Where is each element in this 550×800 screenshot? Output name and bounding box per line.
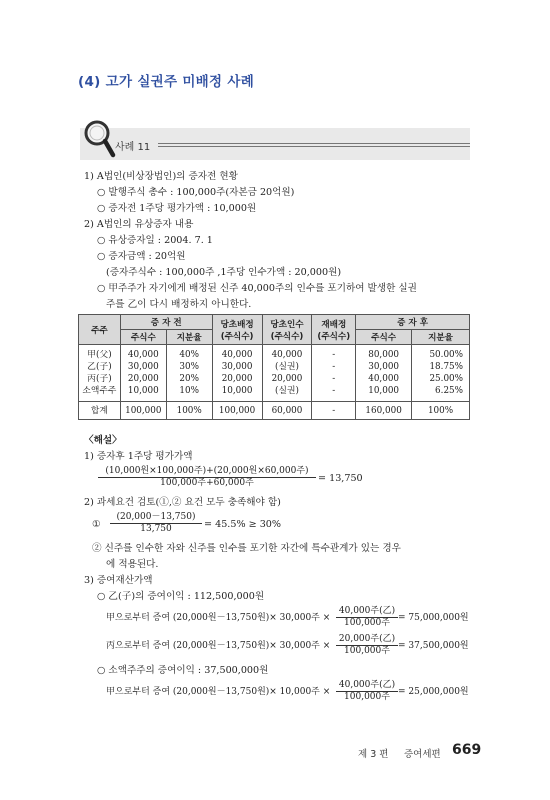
table-cell: 甲(父) [79, 345, 121, 362]
header-after: 증 자 후 [356, 315, 470, 330]
header-acq: 당초인수 (주식수) [262, 315, 312, 345]
table-cell: 100,000 [212, 402, 262, 420]
gift-line-2-prefix: 丙으로부터 증여 (20,000원－13,750원)× 30,000주 × [106, 641, 331, 651]
table-cell: 10,000 [212, 385, 262, 402]
table-cell: 80,000 [356, 345, 412, 362]
case-label: 사례 11 [115, 142, 151, 153]
page-number: 669 [452, 742, 482, 758]
table-cell: 30,000 [356, 361, 412, 373]
table-row [79, 385, 470, 402]
formula-denominator: 13,750 [140, 524, 172, 534]
table-cell: 합계 [79, 402, 121, 420]
explain-step-1: 1) 증자후 1주당 평가가액 [84, 451, 193, 462]
table-cell: 30% [166, 361, 212, 373]
intro-line-4: 2) A법인의 유상증자 내용 [84, 219, 194, 230]
magnifier-icon [82, 118, 116, 160]
table-cell: 25.00% [412, 373, 470, 385]
intro-line-2: ○ 발행주식 총수 : 100,000주(자본금 20억원) [97, 187, 295, 198]
table-cell: (실권) [262, 385, 312, 402]
table-cell: 50.00% [412, 345, 470, 362]
formula-result: = 13,750 [318, 473, 363, 484]
formula-numerator: (10,000원×100,000주)+(20,000원×60,000주) [98, 466, 316, 478]
table-cell: 20% [166, 373, 212, 385]
formula-numerator: (20,000－13,750) [110, 512, 202, 524]
header-shares-after: 주식수 [356, 330, 412, 345]
table-cell: 6.25% [412, 385, 470, 402]
table-cell: 40,000 [262, 345, 312, 362]
header-shares-before: 주식수 [120, 330, 166, 345]
table-cell: 160,000 [356, 402, 412, 420]
table-cell: - [312, 402, 356, 420]
table-cell: 40% [166, 345, 212, 362]
table-total-row [79, 402, 470, 420]
table-cell: 18.75% [412, 361, 470, 373]
table-cell: 20,000 [120, 373, 166, 385]
explain-step-3: 3) 증여재산가액 [84, 575, 153, 586]
table-cell: 20,000 [212, 373, 262, 385]
table-row [79, 345, 470, 362]
gift-line-1-result: = 75,000,000원 [398, 613, 469, 623]
table-cell: 30,000 [212, 361, 262, 373]
header-before: 증 자 전 [120, 315, 212, 330]
table-cell: - [312, 385, 356, 402]
intro-line-6: ○ 증자금액 : 20억원 [97, 251, 186, 262]
table-cell: - [312, 373, 356, 385]
table-cell: 10% [166, 385, 212, 402]
table-cell: - [312, 345, 356, 362]
header-alloc: 당초배정 (주식수) [212, 315, 262, 345]
table-cell: 100% [412, 402, 470, 420]
table-cell: 丙(子) [79, 373, 121, 385]
gift-line-3-prefix: 甲으로부터 증여 (20,000원－13,750원)× 10,000주 × [106, 687, 331, 697]
condition-2-cont: 에 적용된다. [106, 559, 159, 570]
gift-line-1-fraction [336, 606, 398, 629]
table-row [79, 373, 470, 385]
table-cell: 40,000 [212, 345, 262, 362]
formula-post-issue-value [98, 466, 316, 489]
header-ratio-after: 지분율 [412, 330, 470, 345]
section-title: (4) 고가 실권주 미배정 사례 [78, 74, 255, 90]
header-holder: 주주 [79, 315, 121, 345]
explain-step-2: 2) 과세요건 검토(①,② 요건 모두 충족해야 함) [84, 497, 281, 508]
table-cell: 乙(子) [79, 361, 121, 373]
gift-line-3-fraction [336, 680, 398, 703]
table-cell: 20,000 [262, 373, 312, 385]
header-realloc: 재배정 (주식수) [312, 315, 356, 345]
formula-numerator: 40,000주(乙) [336, 606, 398, 618]
table-cell: - [312, 361, 356, 373]
table-row [79, 361, 470, 373]
explain-heading: 〈해설〉 [84, 435, 122, 446]
formula-denominator: 100,000주 [344, 618, 390, 628]
gift-line-1-prefix: 甲으로부터 증여 (20,000원－13,750원)× 30,000주 × [106, 613, 331, 623]
intro-line-9: 주를 乙이 다시 배정하지 아니한다. [106, 299, 252, 310]
formula-ratio [110, 512, 202, 535]
formula-numerator: 20,000주(乙) [336, 634, 398, 646]
table-cell: 100% [166, 402, 212, 420]
shareholding-table [78, 314, 470, 420]
formula-denominator: 100,000주+60,000주 [160, 478, 254, 488]
table-cell: (실권) [262, 361, 312, 373]
table-cell: 소액주주 [79, 385, 121, 402]
gift-profit-eul: ○ 乙(子)의 증여이익 : 112,500,000원 [97, 591, 265, 602]
intro-line-1: 1) A법인(비상장법인)의 증자전 현황 [84, 171, 238, 182]
case-rule-top [158, 143, 470, 144]
gift-line-2-fraction [336, 634, 398, 657]
formula-denominator: 100,000주 [344, 692, 390, 702]
intro-line-8: ○ 甲주주가 자기에게 배정된 신주 40,000주의 인수를 포기하여 발생한 실권 [97, 283, 417, 294]
formula-ratio-result: = 45.5% ≥ 30% [204, 519, 282, 530]
intro-line-3: ○ 증자전 1주당 평가가액 : 10,000원 [97, 203, 257, 214]
table-cell: 30,000 [120, 361, 166, 373]
formula-numerator: 40,000주(乙) [336, 680, 398, 692]
intro-line-7: (증자주식수 : 100,000주 ,1주당 인수가액 : 20,000원) [106, 267, 342, 278]
table-cell: 10,000 [120, 385, 166, 402]
table-cell: 100,000 [120, 402, 166, 420]
header-ratio-before: 지분율 [166, 330, 212, 345]
gift-profit-minority: ○ 소액주주의 증여이익 : 37,500,000원 [97, 665, 269, 676]
gift-line-2-result: = 37,500,000원 [398, 641, 469, 651]
case-rule-bottom [158, 146, 470, 147]
gift-line-3-result: = 25,000,000원 [398, 687, 469, 697]
footer-part: 제 3 편 [358, 749, 389, 760]
table-cell: 60,000 [262, 402, 312, 420]
table-cell: 40,000 [120, 345, 166, 362]
condition-1-marker: ① [92, 519, 101, 530]
formula-denominator: 100,000주 [344, 646, 390, 656]
condition-2: ② 신주를 인수한 자와 신주를 인수를 포기한 자간에 특수관계가 있는 경우 [92, 543, 401, 554]
table-cell: 40,000 [356, 373, 412, 385]
table-cell: 10,000 [356, 385, 412, 402]
footer-section: 증여세편 [404, 749, 441, 760]
intro-line-5: ○ 유상증자일 : 2004. 7. 1 [97, 235, 213, 246]
